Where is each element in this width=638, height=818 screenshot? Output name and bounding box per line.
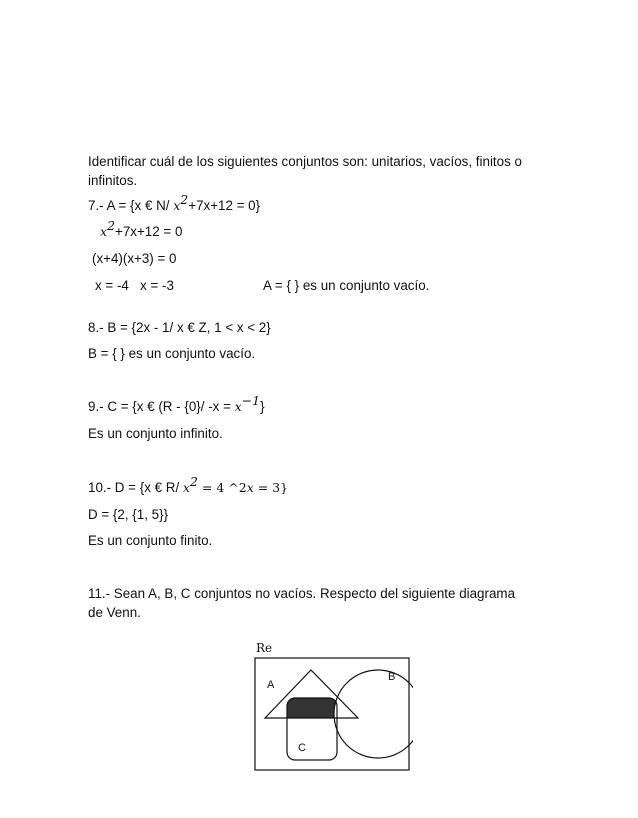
p9-def-text: 9.- C = {x € (R - {0}/ -x = — [88, 399, 235, 414]
p7-eq-exp: 2 — [107, 218, 116, 233]
problem-9-result: Es un conjunto infinito. — [88, 426, 223, 441]
venn-diagram — [253, 638, 413, 774]
problem-11-line-1: 11.- Sean A, B, C conjuntos no vacíos. Respecto del siguiente diagrama — [88, 586, 516, 601]
problem-11-line-2: de Venn. — [88, 605, 141, 620]
problem-8-definition: 8.- B = {2x - 1/ x € Z, 1 < x < 2} — [88, 320, 271, 335]
problem-9-definition — [88, 393, 265, 416]
problem-7-equation — [100, 218, 183, 241]
universe-label: Re — [256, 641, 273, 655]
p9-def-var: x — [234, 399, 242, 414]
problem-7-definition — [88, 192, 261, 215]
intro-line-1: Identificar cuál de los siguientes conjuntos son: unitarios, vacíos, finitos o — [88, 154, 522, 169]
set-b-label: B — [388, 671, 396, 683]
problem-7-result: A = { } es un conjunto vacío. — [263, 278, 430, 293]
problem-7-roots: x = -4 x = -3 — [95, 278, 174, 293]
problem-7-factored: (x+4)(x+3) = 0 — [92, 251, 177, 266]
problem-8-result: B = { } es un conjunto vacío. — [88, 346, 256, 361]
p7-def-rest: +7x+12 = 0} — [188, 198, 261, 213]
p7-def-var: x — [173, 198, 181, 213]
p10-def-exp: 2 — [189, 474, 198, 489]
set-c-label: C — [298, 742, 306, 754]
p10-def-var: x — [182, 480, 190, 495]
p10-def-var-2: x — [246, 480, 254, 495]
p7-eq-rest: +7x+12 = 0 — [115, 224, 183, 239]
p7-eq-var: x — [100, 224, 108, 239]
set-b-circle — [334, 670, 413, 758]
shaded-region-a-c-not-b — [287, 698, 337, 760]
p9-def-exp: −1 — [241, 393, 261, 408]
p9-def-rest: } — [260, 399, 265, 414]
set-a-label: A — [267, 679, 275, 691]
problem-10-definition — [88, 474, 289, 497]
p7-def-text: 7.- A = {x € N/ — [88, 198, 174, 213]
problem-10-result: Es un conjunto finito. — [88, 533, 213, 548]
p10-def-text: 10.- D = {x € R/ — [88, 480, 183, 495]
problem-10-set: D = {2, {1, 5}} — [88, 507, 169, 522]
intro-line-2: infinitos. — [88, 173, 138, 188]
p10-def-rest: = 3} — [253, 480, 289, 495]
p10-def-mid: = 4 ^2 — [197, 480, 247, 495]
p7-def-exp: 2 — [180, 192, 189, 207]
